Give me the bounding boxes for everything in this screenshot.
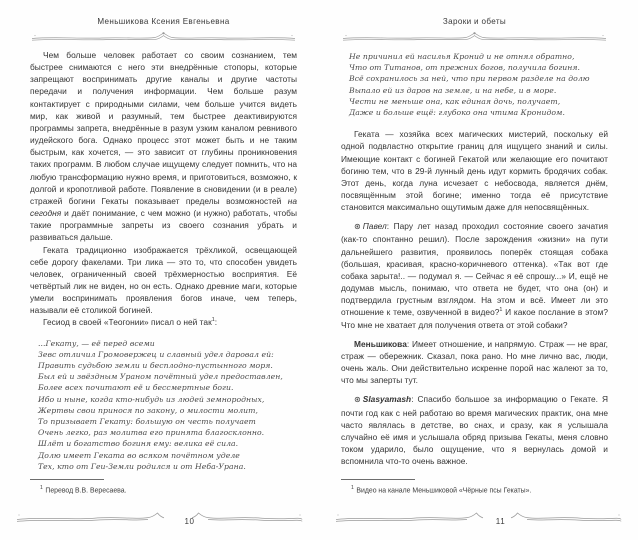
dialogue-text: : Спасибо большое за информацию о Гекате. Я почти год как с ней работаю во время магических практик, она мне часто являлась в детстве, во снах, и сразу, как я услышала случайно её имя и услышала обряд призыва Гекаты, меня словно током ударило, было ощущение, что я вернулась домой и вспомнила что-то очень важное.: [341, 394, 608, 467]
right-footer-ornament: [333, 506, 624, 530]
footnote-marker: 1: [351, 485, 354, 492]
speaker-name: Меньшикова: [354, 338, 407, 349]
verse-line: Шлёт и богатство богиня ему: велика её сила.: [38, 439, 239, 449]
verse-line: Зевс отличил Громовержец и славный удел даровал ей:: [38, 349, 274, 359]
dialogue-entry-pavel: [341, 220, 608, 330]
footnote-text: Видео на канале Меньшиковой «Чёрные псы Гекаты».: [356, 487, 532, 495]
left-header-ornament: [30, 29, 297, 45]
verse-line: ...Гекату, — её перед всеми: [38, 338, 155, 348]
paragraph: Геката традиционно изображается трёхликой, освещающей себе дорогу факелами. Три лика — это то, что способен увидеть человек, ограниченный своей трёхмерностью восприятия. Её четвёртый лик не виден, но он есть. Однако древние маги, которые умели воспринимать проявления богов иначе, чем теперь, называли её столикой богиней.: [30, 244, 297, 316]
dialogue-text: : Имеет отношение, и напрямую. Страж — не враг, страж — обережник. Сказал, пока рано. Но мне лично вас, люди, очень жаль. Они действительно искренне порой нас жалеют за то, что мы заперты тут.: [341, 338, 608, 386]
verse-line: То призывает Гекату: большую он честь получает: [38, 417, 256, 427]
right-header-ornament: [341, 29, 608, 45]
asterisk-circle-icon: ⊛: [354, 222, 361, 232]
paragraph: Геката — хозяйка всех магических мистерий, поскольку ей одной подвластно открытие границ для ищущего знаний и силы. Имеющие контакт с богиней Гекатой или желающие его почитают богиню тем, что в 29-й лунный день идут кормить бродячих собак. Этот день, когда луна исчезает с небосвода, является днём, посвящённым этой богине; именно тогда её присутствие становится максимально ощутимым даже для непосвящённых.: [341, 129, 608, 213]
paragraph: Чем больше человек работает со своим сознанием, тем быстрее снимаются с него эти внедрённые стопоры, которые запрещают воспринимать другие каналы и другие частоты передачи и получения информации. Чем больше разум контактирует с природными силами, чем больше учится видеть мир, как живой и разумный, тем быстрее деактивируются программы запрета, внедрённые в разум узким каналом ревнивого иудейского бога. Однако процесс этот может быть и не таким быстрым, как хочется, — это зависит от глубины проникновения таких программ. В любом случае ищущему следует помнить, что на любую трансформацию нужно время, и приготовиться, возможно, к долгой и кропотливой работе. Появление в сновидении (и в реале) стражей богини Гекаты показывает пределы возможностей на сегодня и даёт понимание, с чем можно (и нужно) работать, чтобы такие программные запреты из своего сознания убрать и развиваться дальше.: [30, 50, 297, 243]
footnote: [30, 484, 297, 496]
left-footnote-area: [30, 479, 297, 496]
verse-line: Всё сохранилось за ней, что при первом разделе на долю: [349, 74, 590, 84]
left-footer-ornament: [14, 506, 305, 530]
right-body-text: [341, 128, 608, 467]
left-verse-block: [38, 338, 297, 472]
footnote-reference[interactable]: 1: [499, 307, 503, 314]
dialogue-entry-slasyamash: [341, 393, 608, 467]
right-page: [319, 0, 638, 540]
verse-line: Даже и больше ещё: глубоко она чтима Кронидом.: [349, 108, 565, 118]
verse-line: Тех, кто от Геи-Земли родился и от Неба-Урана.: [38, 461, 246, 471]
footnote-separator: [341, 479, 415, 480]
speaker-name: Павел: [362, 221, 387, 232]
footnote-separator: [30, 479, 104, 480]
verse-line: Выпало ей из даров на земле, и на небе, и в море.: [349, 85, 557, 95]
left-body-text: [30, 49, 297, 329]
verse-line: Чести не меньше она, как единая дочь, получает,: [349, 96, 561, 106]
footnote-marker: 1: [40, 485, 43, 492]
verse-line: Долю имеет Геката во всяком почётном уделе: [38, 450, 240, 460]
book-gutter: [319, 0, 320, 540]
verse-line: Ибо и ныне, когда кто-нибудь из людей земнородных,: [38, 394, 265, 404]
verse-line: Жертвы свои принося по закону, о милости молит,: [38, 405, 259, 415]
dialogue-text: : Пару лет назад проходил состояние своего зачатия (как-то спонтанно решил). После зарождения «жизни» на пути дальнейшего развития, проявилось поперёк стоящая собака (большая, красивая, красно-коричневого оттенка). «Так вот где собака зарыта!.. — подумал я. — Сейчас я её спрошу...» И, ещё не додумав мысль, понимаю, что ответа не будет, что она (он) и подтвердила грустным взглядом. На этом и всё. Имеет ли это отношение к теме, озвученной в видео?: [341, 221, 608, 318]
emphasis: на сегодня: [30, 195, 297, 219]
footnote-reference[interactable]: 1: [211, 317, 215, 324]
verse-line: Более всех почитают её и бессмертные боги.: [38, 383, 234, 393]
hesiod-intro: Гесиод в своей «Теогонии» писал о ней так$^1$:: [43, 317, 218, 328]
footnote: [341, 484, 608, 496]
verse-line: Не причинил ей насилья Кронид и не отнял обратно,: [349, 52, 575, 61]
right-page-number: 11: [495, 517, 506, 526]
speaker-name: Slasyamash: [362, 394, 412, 405]
dialogue-text-tail: И какое послание в этом? Что мне не хватает для получения ответа от этой собаки?: [341, 307, 608, 330]
verse-line: Править судьбою земли и бесплодно-пустынного моря.: [38, 361, 273, 370]
footnote-text: Перевод В.В. Вересаева.: [45, 487, 127, 495]
verse-line: Что от Титанов, от прежних богов, получила богиня.: [349, 63, 581, 73]
right-verse-block: [349, 51, 608, 118]
verse-line: Был ей и звёздным Ураном почётный удел предоставлен,: [38, 372, 283, 382]
left-page-number: 10: [184, 517, 195, 526]
dialogue-entry-menshikova: [341, 338, 608, 387]
left-running-head: Меньшикова Ксения Евгеньевна: [97, 17, 230, 26]
right-running-head: Зароки и обеты: [442, 17, 507, 26]
verse-line: Очень легко, раз молитва его принята благосклонно.: [38, 428, 265, 438]
right-footnote-area: [341, 479, 608, 496]
asterisk-circle-icon: ⊛: [354, 395, 361, 405]
